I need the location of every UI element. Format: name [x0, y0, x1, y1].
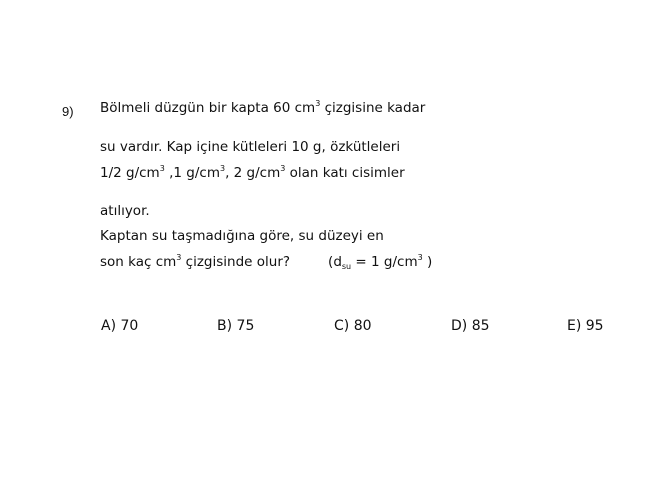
- question-line-2: su vardır. Kap içine kütleleri 10 g, özkütleleri: [100, 139, 401, 155]
- question-line-4: atılıyor.: [100, 203, 150, 219]
- question-line-6: son kaç $cm^3$ çizgisinde olur? ($d_{su} = 1$ $g/cm^3$ ): [100, 253, 433, 271]
- choice-e[interactable]: E) 95: [567, 318, 604, 334]
- choice-d[interactable]: D) 85: [451, 318, 490, 334]
- water-density-note: ($d_{su} = 1$ $g/cm^3$ ): [328, 253, 433, 271]
- choice-c[interactable]: C) 80: [334, 318, 372, 334]
- question-line-1: Bölmeli düzgün bir kapta 60 $cm^3$ çizgisine kadar: [100, 99, 426, 116]
- question-line-3: 1/2 $g/cm^3$ ,1 $g/cm^3$, 2 $g/cm^3$ olan katı cisimler: [100, 164, 405, 181]
- question-number: 9): [62, 104, 74, 119]
- question-line-5: Kaptan su taşmadığına göre, su düzeyi en: [100, 228, 384, 244]
- choice-a[interactable]: A) 70: [101, 318, 139, 334]
- choice-b[interactable]: B) 75: [217, 318, 255, 334]
